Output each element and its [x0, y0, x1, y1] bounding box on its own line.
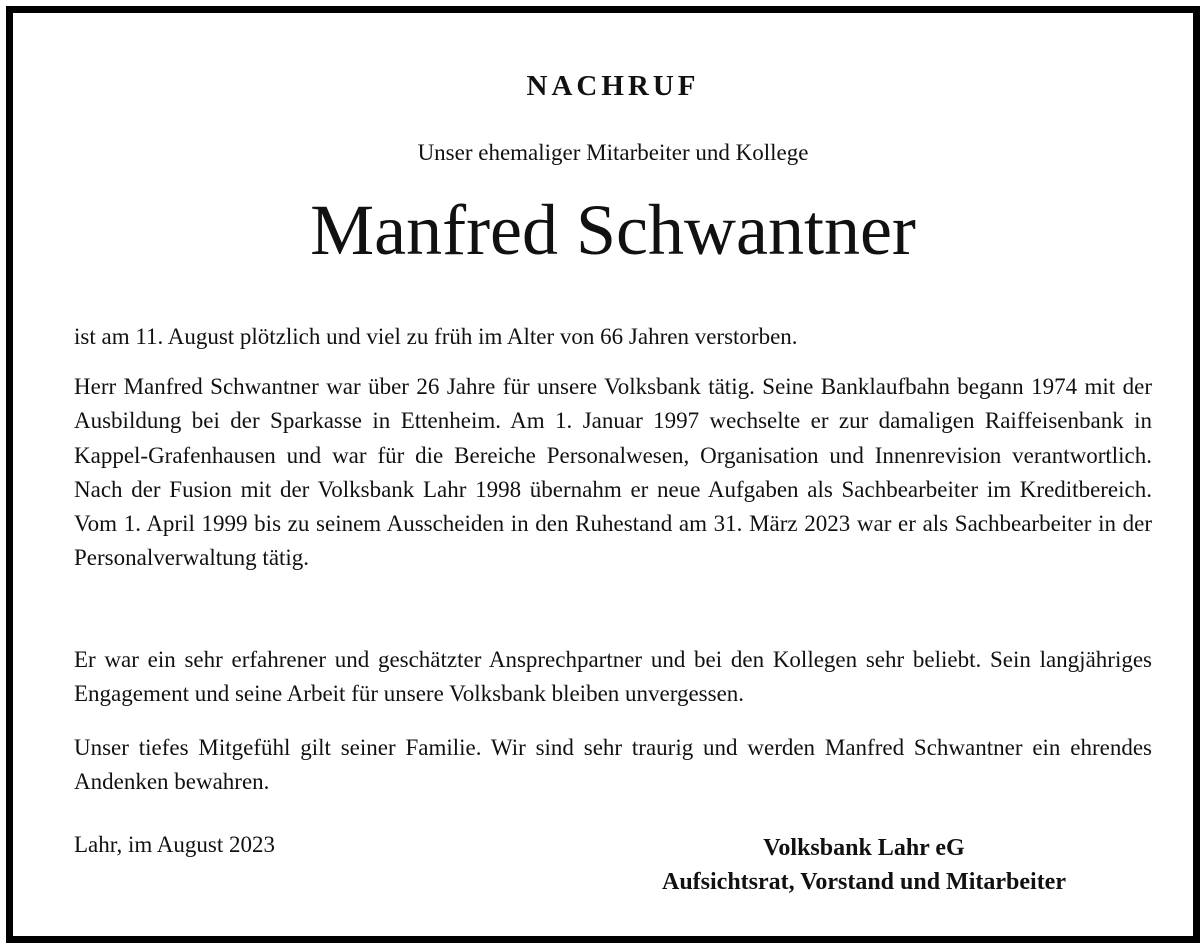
paragraph-career: Herr Manfred Schwantner war über 26 Jahre für unsere Volksbank tätig. Seine Banklaufbahn begann 1974 mit der Ausbildung bei der Sparkasse in Ettenheim. Am 1. Januar 1997 wechselte er zur damaligen Raiffeisenbank in Kappel-Grafenhausen und war für die Bereiche Personalwesen, Organisation und Innenrevision verantwortlich. Nach der Fusion mit der Volksbank Lahr 1998 übernahm er neue Aufgaben als Sachbearbeiter im Kreditbereich. Vom 1. April 1999 bis zu seinem Ausscheiden in den Ruhestand am 31. März 2023 war er als Sachbearbeiter in der Personalverwaltung tätig. — [74, 374, 1152, 571]
signature-block — [614, 831, 1114, 899]
deceased-name: Manfred Schwantner — [310, 190, 916, 270]
notice-border — [6, 6, 1200, 943]
signature-groups: Aufsichtsrat, Vorstand und Mitarbeiter — [661, 869, 1066, 895]
paragraph-announcement: ist am 11. August plötzlich und viel zu früh im Alter von 66 Jahren verstorben. — [74, 324, 798, 349]
signature-organization: Volksbank Lahr eG — [763, 835, 965, 861]
notice-heading: NACHRUF — [526, 70, 700, 102]
notice-subheading: Unser ehemaliger Mitarbeiter und Kollege — [417, 140, 809, 165]
place-date: Lahr, im August 2023 — [74, 832, 275, 857]
paragraph-condolence: Unser tiefes Mitgefühl gilt seiner Familie. Wir sind sehr traurig und werden Manfred Schwantner ein ehrendes Andenken bewahren. — [74, 735, 1152, 795]
paragraph-appreciation: Er war ein sehr erfahrener und geschätzter Ansprechpartner und bei den Kollegen sehr beliebt. Sein langjähriges Engagement und seine Arbeit für unsere Volksbank bleiben unvergessen. — [74, 647, 1152, 707]
